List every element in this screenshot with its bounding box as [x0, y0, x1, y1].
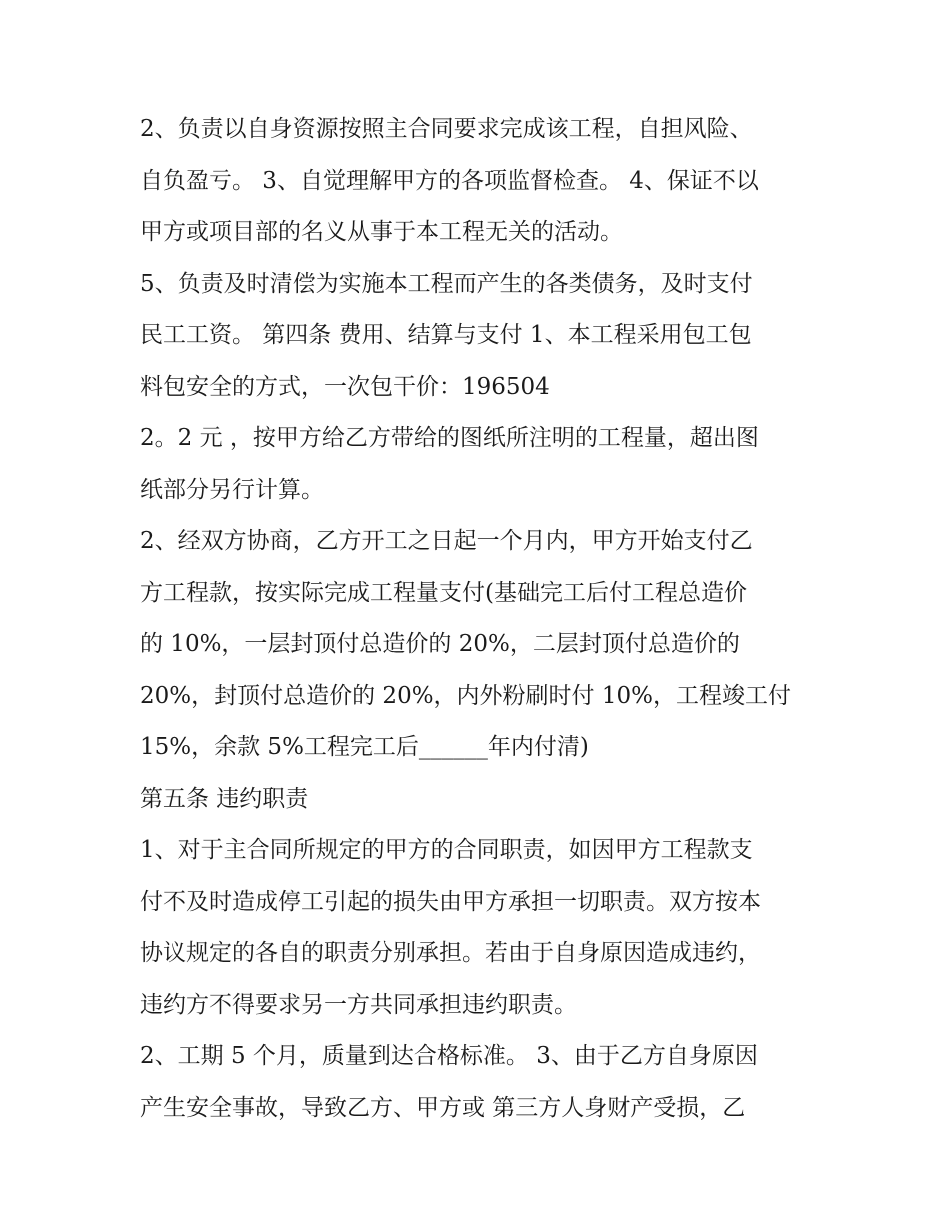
text-line-2: 自负盈亏。 3、自觉理解甲方的各项监督检查。 4、保证不以 [140, 167, 759, 194]
text-line-11: 的 10%，一层封顶付总造价的 20%，二层封顶付总造价的 [140, 631, 740, 657]
text-line-9: 2、经双方协商，乙方开工之日起一个月内，甲方开始支付乙 [140, 528, 753, 554]
contract-text [140, 104, 820, 1134]
text-line-16: 付不及时造成停工引起的损失由甲方承担一切职责。双方按本 [140, 888, 761, 915]
text-line-6: 料包安全的方式，一次包干价：196504 [140, 373, 550, 400]
text-line-1: 2、负责以自身资源按照主合同要求完成该工程，自担风险、 [140, 116, 753, 142]
section-heading: 第五条 违约职责 [140, 785, 309, 812]
text-line-13: 15%，余款 5%工程完工后______年内付清) [140, 734, 589, 760]
text-line-19: 2、工期 5 个月，质量到达合格标准。 3、由于乙方自身原因 [140, 1043, 758, 1069]
text-line-5: 民工工资。 第四条 费用、结算与支付 1、本工程采用包工包 [140, 322, 752, 348]
text-line-4: 5、负责及时清偿为实施本工程而产生的各类债务，及时支付 [140, 270, 753, 297]
text-line-3: 甲方或项目部的名义从事于本工程无关的活动。 [140, 219, 623, 245]
text-line-20: 产生安全事故，导致乙方、甲方或 第三方人身财产受损，乙 [140, 1094, 746, 1121]
text-line-12: 20%，封顶付总造价的 20%，内外粉刷时付 10%，工程竣工付 [140, 682, 791, 709]
text-line-8: 纸部分另行计算。 [140, 476, 324, 503]
text-line-15: 1、对于主合同所规定的甲方的合同职责，如因甲方工程款支 [140, 837, 753, 863]
text-line-10: 方工程款，按实际完成工程量支付(基础完工后付工程总造价 [140, 579, 747, 606]
text-line-17: 协议规定的各自的职责分别承担。若由于自身原因造成违约， [140, 940, 761, 966]
text-line-7: 2。2 元 ，按甲方给乙方带给的图纸所注明的工程量，超出图 [140, 425, 759, 451]
text-line-18: 违约方不得要求另一方共同承担违约职责。 [140, 991, 577, 1018]
